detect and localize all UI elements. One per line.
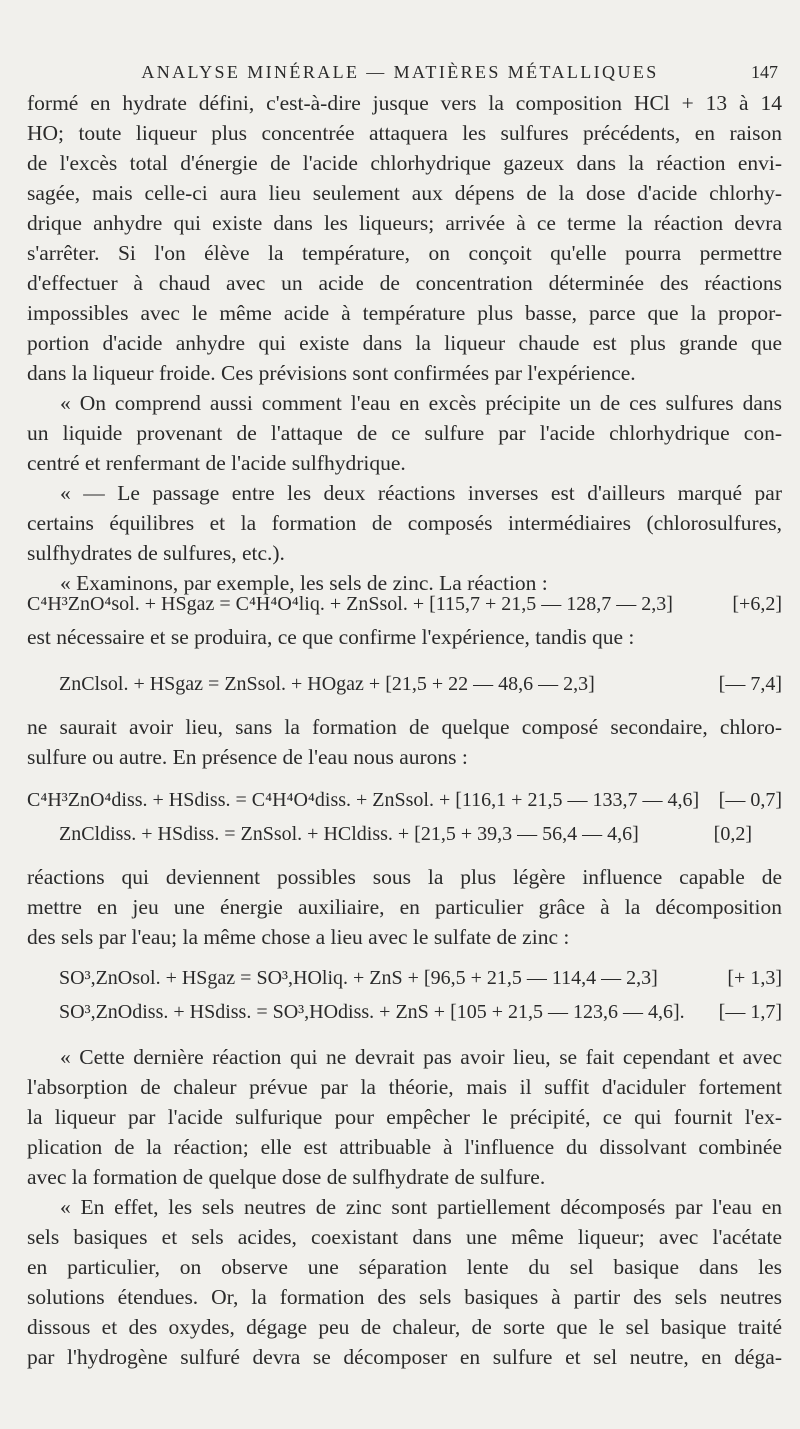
equation-value: [0,2] xyxy=(713,823,752,845)
text-line: des sels par l'eau; la même chose a lieu avec le sulfate de zinc : xyxy=(27,925,570,949)
text-line: plication de la réaction; elle est attribuable à l'influence du dissolvant combinée xyxy=(27,1135,782,1159)
chemical-equation xyxy=(27,816,782,852)
text-line: « — Le passage entre les deux réactions inverses est d'ailleurs marqué par xyxy=(60,481,782,505)
text-line: drique anhydre qui existe dans les liqueurs; arrivée à ce terme la réaction devra xyxy=(27,211,782,235)
equation-value: [+6,2] xyxy=(732,593,782,615)
text-line: en particulier, on observe une séparation lente du sel basique dans les xyxy=(27,1255,782,1279)
text-line: l'absorption de chaleur prévue par la théorie, mais il suffit d'aciduler fortement xyxy=(27,1075,782,1099)
text-line: centré et renfermant de l'acide sulfhydrique. xyxy=(27,451,406,475)
equation-value: [— 1,7] xyxy=(718,1001,782,1023)
equation-expression: SO³,ZnOdiss. + HSdiss. = SO³,HOdiss. + ZnS + [105 + 21,5 — 123,6 — 4,6]. xyxy=(59,1001,685,1023)
equation-expression: SO³,ZnOsol. + HSgaz = SO³,HOliq. + ZnS + [96,5 + 21,5 — 114,4 — 2,3] xyxy=(59,967,658,989)
text-line: un liquide provenant de l'attaque de ce sulfure par l'acide chlorhydrique con- xyxy=(27,421,782,445)
chemical-equation xyxy=(27,586,782,622)
equation-value: [+ 1,3] xyxy=(727,967,782,989)
chemical-equation xyxy=(27,782,782,818)
text-line: « Cette dernière réaction qui ne devrait pas avoir lieu, se fait cependant et avec xyxy=(60,1045,782,1069)
text-line: « Examinons, par exemple, les sels de zinc. La réaction : xyxy=(60,571,548,595)
text-line: sels basiques et sels acides, coexistant dans une même liqueur; avec l'acétate xyxy=(27,1225,782,1249)
text-line: sulfure ou autre. En présence de l'eau nous aurons : xyxy=(27,745,468,769)
text-line: certains équilibres et la formation de composés intermédiaires (chlorosulfures, xyxy=(27,511,782,535)
chemical-equation xyxy=(27,960,782,996)
text-line: formé en hydrate défini, c'est-à-dire jusque vers la composition HCl + 13 à 14 xyxy=(27,91,782,115)
equation-expression: ZnCldiss. + HSdiss. = ZnSsol. + HCldiss. + [21,5 + 39,3 — 56,4 — 4,6] xyxy=(59,823,639,845)
text-line: de l'excès total d'énergie de l'acide chlorhydrique gazeux dans la réaction envi- xyxy=(27,151,782,175)
running-head xyxy=(0,58,800,88)
text-line: HO; toute liqueur plus concentrée attaquera les sulfures précédents, en raison xyxy=(27,121,782,145)
text-line: dissous et des oxydes, dégage peu de chaleur, de sorte que le sel basique traité xyxy=(27,1315,782,1339)
text-line: mettre en jeu une énergie auxiliaire, en particulier grâce à la décomposition xyxy=(27,895,782,919)
text-line: avec la formation de quelque dose de sulfhydrate de sulfure. xyxy=(27,1165,546,1189)
text-line: d'effectuer à chaud avec un acide de concentration déterminée des réactions xyxy=(27,271,782,295)
equation-value: [— 7,4] xyxy=(718,673,782,695)
text-line: ne saurait avoir lieu, sans la formation de quelque composé secondaire, chloro- xyxy=(27,715,782,739)
text-line: sulfhydrates de sulfures, etc.). xyxy=(27,541,285,565)
equation-value: [— 0,7] xyxy=(718,789,782,811)
text-line: « On comprend aussi comment l'eau en excès précipite un de ces sulfures dans xyxy=(60,391,782,415)
chemical-equation xyxy=(27,994,782,1030)
equation-expression: C⁴H³ZnO⁴sol. + HSgaz = C⁴H⁴O⁴liq. + ZnSsol. + [115,7 + 21,5 — 128,7 — 2,3] xyxy=(27,593,673,615)
text-line: « En effet, les sels neutres de zinc sont partiellement décomposés par l'eau en xyxy=(60,1195,782,1219)
running-title: ANALYSE MINÉRALE — MATIÈRES MÉTALLIQUES xyxy=(141,62,659,82)
page-number: 147 xyxy=(751,62,778,82)
equation-expression: ZnClsol. + HSgaz = ZnSsol. + HOgaz + [21,5 + 22 — 48,6 — 2,3] xyxy=(59,673,595,695)
text-line: solutions étendues. Or, la formation des sels basiques à partir des sels neutres xyxy=(27,1285,782,1309)
chemical-equation xyxy=(27,666,782,702)
text-line: dans la liqueur froide. Ces prévisions sont confirmées par l'expérience. xyxy=(27,361,636,385)
text-line: impossibles avec le même acide à température plus basse, parce que la propor- xyxy=(27,301,782,325)
text-line: est nécessaire et se produira, ce que confirme l'expérience, tandis que : xyxy=(27,625,635,649)
text-line: sagée, mais celle-ci aura lieu seulement aux dépens de la dose d'acide chlorhy- xyxy=(27,181,782,205)
text-line: portion d'acide anhydre qui existe dans la liqueur chaude est plus grande que xyxy=(27,331,782,355)
text-line: réactions qui deviennent possibles sous la plus légère influence capable de xyxy=(27,865,782,889)
equation-expression: C⁴H³ZnO⁴diss. + HSdiss. = C⁴H⁴O⁴diss. + ZnSsol. + [116,1 + 21,5 — 133,7 — 4,6] xyxy=(27,789,700,811)
text-line: par l'hydrogène sulfuré devra se décomposer en sulfure et sel neutre, en déga- xyxy=(27,1345,782,1369)
text-line: s'arrêter. Si l'on élève la température, on conçoit qu'elle pourra permettre xyxy=(27,241,782,265)
text-line: la liqueur par l'acide sulfurique pour empêcher le précipité, ce qui fournit l'ex- xyxy=(27,1105,782,1129)
